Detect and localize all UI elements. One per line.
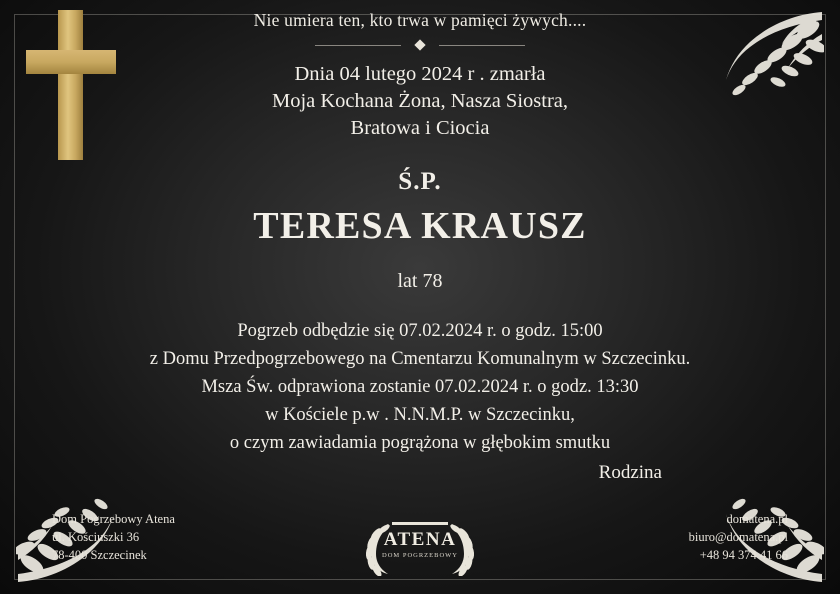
intro-line: Dnia 04 lutego 2024 r . zmarła (294, 63, 546, 85)
company-email[interactable]: biuro@domatena.pl (688, 530, 788, 544)
divider-line-right (439, 45, 525, 46)
footer-company-address (52, 510, 175, 564)
intro-line: Bratowa i Ciocia (350, 117, 490, 139)
company-name: Dom Pogrzebowy Atena (52, 512, 175, 526)
company-website[interactable]: domatena.pl (726, 512, 788, 526)
notice-content (130, 4, 710, 484)
details-line: z Domu Przedpogrzebowego na Cmentarzu Komunalnym w Szczecinku. (149, 349, 691, 369)
epitaph-text: Nie umiera ten, kto trwa w pamięci żywych.... (253, 10, 587, 30)
intro-line: Moja Kochana Żona, Nasza Siostra, (271, 90, 569, 112)
signature-text: Rodzina (598, 462, 662, 483)
details-line: o czym zawiadamia pogrążona w głębokim smutku (229, 433, 611, 453)
company-logo (358, 514, 482, 576)
footer-contact (689, 510, 788, 564)
logo-name: ATENA (383, 529, 457, 550)
details-line: Msza Św. odprawiona zostanie 07.02.2024 r. o godz. 13:30 (201, 377, 639, 397)
logo-subtitle: DOM POGRZEBOWY (382, 552, 458, 559)
divider-ornament (315, 40, 525, 51)
cross-icon (18, 10, 128, 160)
honorific-text: Ś.P. (398, 168, 442, 195)
leaf-ornament-top-right-icon (704, 8, 824, 113)
details-block (130, 317, 710, 457)
intro-block (130, 61, 710, 142)
details-line: Pogrzeb odbędzie się 07.02.2024 r. o godz. 15:00 (237, 321, 603, 341)
deceased-name: TERESA KRAUSZ (253, 205, 587, 247)
company-phone[interactable]: +48 94 374 41 66 (699, 548, 788, 562)
details-line: w Kościele p.w . N.N.M.P. w Szczecinku, (265, 405, 575, 425)
company-city: 78-400 Szczecinek (52, 548, 147, 562)
age-text: lat 78 (397, 270, 443, 292)
cross-horizontal-bar (26, 50, 116, 74)
cross-vertical-bar (58, 10, 83, 160)
company-street: ul. Kościuszki 36 (52, 530, 140, 544)
divider-diamond-icon (414, 39, 425, 50)
divider-line-left (315, 45, 401, 46)
